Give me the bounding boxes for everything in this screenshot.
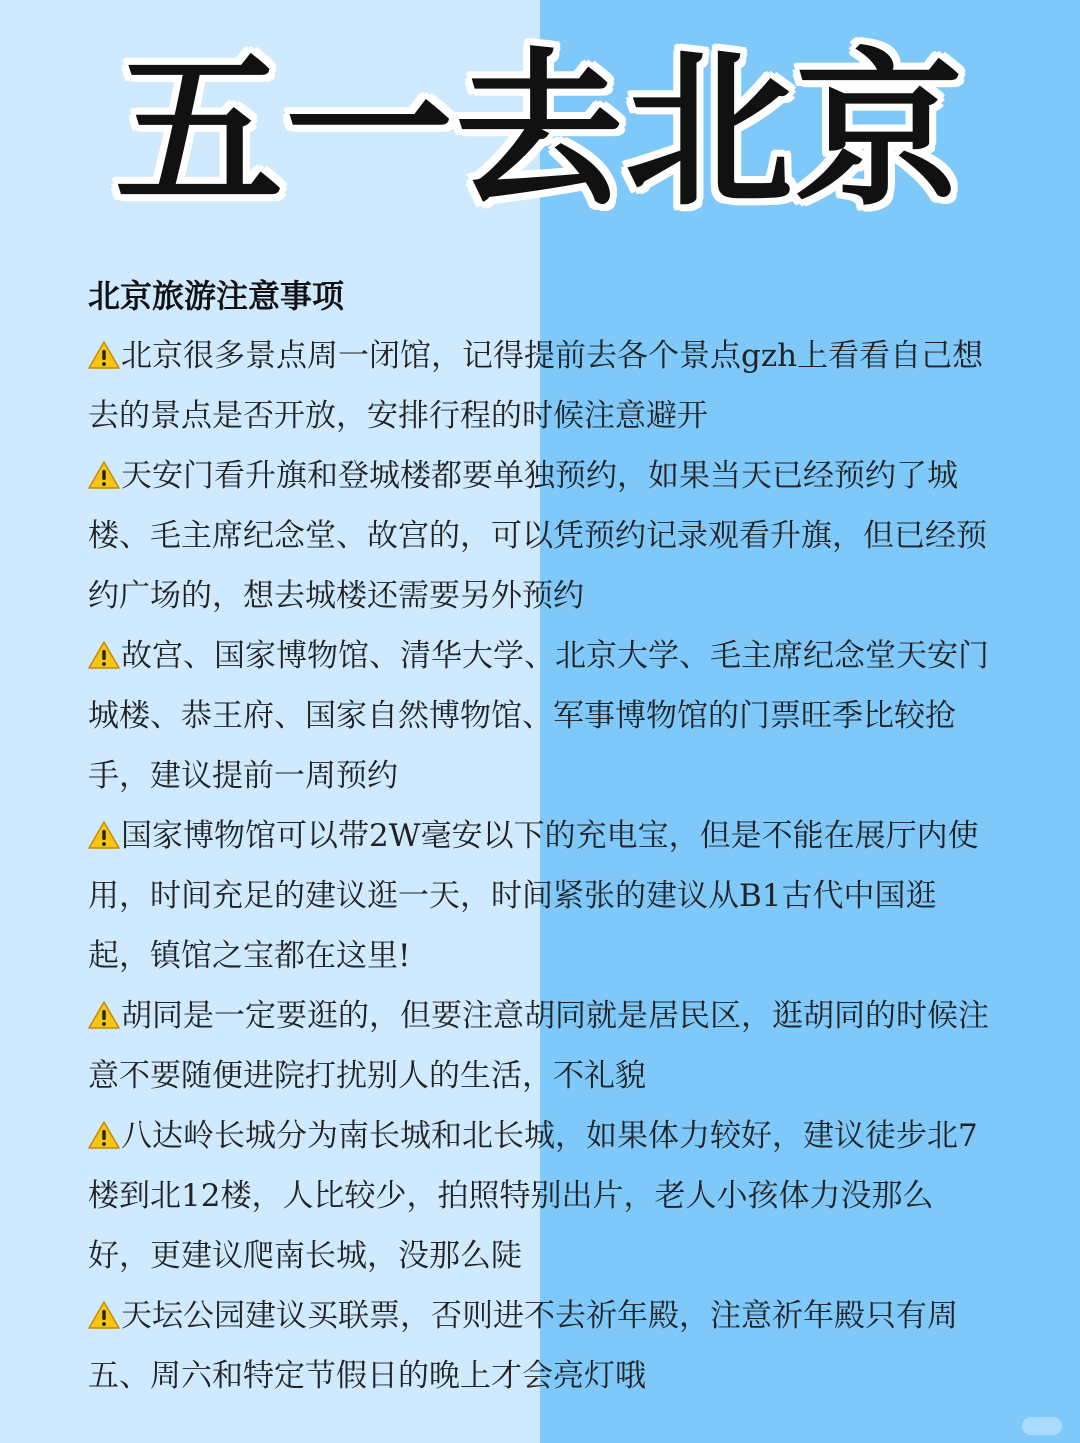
- page-title: 五一去北京: [115, 31, 965, 229]
- section-heading: 北京旅游注意事项: [88, 277, 345, 315]
- tip-item: [88, 986, 993, 1106]
- tip-text: 八达岭长城分为南长城和北长城，如果体力较好，建议徒步北7楼到北12楼，人比较少，拍照特别出片，老人小孩体力没那么好，更建议爬南长城，没那么陡: [88, 1118, 978, 1274]
- tip-item: [88, 326, 993, 446]
- tip-text: 天安门看升旗和登城楼都要单独预约，如果当天已经预约了城楼、毛主席纪念堂、故宫的，可以凭预约记录观看升旗，但已经预约广场的，想去城楼还需要另外预约: [88, 458, 987, 614]
- tip-text: 国家博物馆可以带2W毫安以下的充电宝，但是不能在展厅内使用，时间充足的建议逛一天，时间紧张的建议从B1古代中国逛起，镇馆之宝都在这里!: [88, 818, 979, 974]
- watermark-badge: [1022, 1417, 1062, 1435]
- tip-text: 故宫、国家博物馆、清华大学、北京大学、毛主席纪念堂天安门城楼、恭王府、国家自然博物馆、军事博物馆的门票旺季比较抢手，建议提前一周预约: [88, 638, 989, 794]
- warning-icon: [88, 989, 120, 1017]
- tip-text: 天坛公园建议买联票，否则进不去祈年殿，注意祈年殿只有周五、周六和特定节假日的晚上才会亮灯哦: [88, 1298, 958, 1394]
- tip-item: [88, 806, 993, 986]
- warning-icon: [88, 809, 120, 837]
- warning-icon: [88, 329, 120, 357]
- tip-item: [88, 446, 993, 626]
- warning-icon: [88, 629, 120, 657]
- tips-list: [88, 326, 993, 1406]
- warning-icon: [88, 1109, 120, 1137]
- tip-item: [88, 626, 993, 806]
- tip-text: 胡同是一定要逛的，但要注意胡同就是居民区，逛胡同的时候注意不要随便进院打扰别人的生活，不礼貌: [88, 998, 989, 1094]
- warning-icon: [88, 449, 120, 477]
- tip-item: [88, 1106, 993, 1286]
- tip-text: 北京很多景点周一闭馆，记得提前去各个景点gzh上看看自己想去的景点是否开放，安排行程的时候注意避开: [88, 338, 984, 434]
- tips-article: [88, 266, 993, 1406]
- warning-icon: [88, 1289, 120, 1317]
- tip-item: [88, 1286, 993, 1406]
